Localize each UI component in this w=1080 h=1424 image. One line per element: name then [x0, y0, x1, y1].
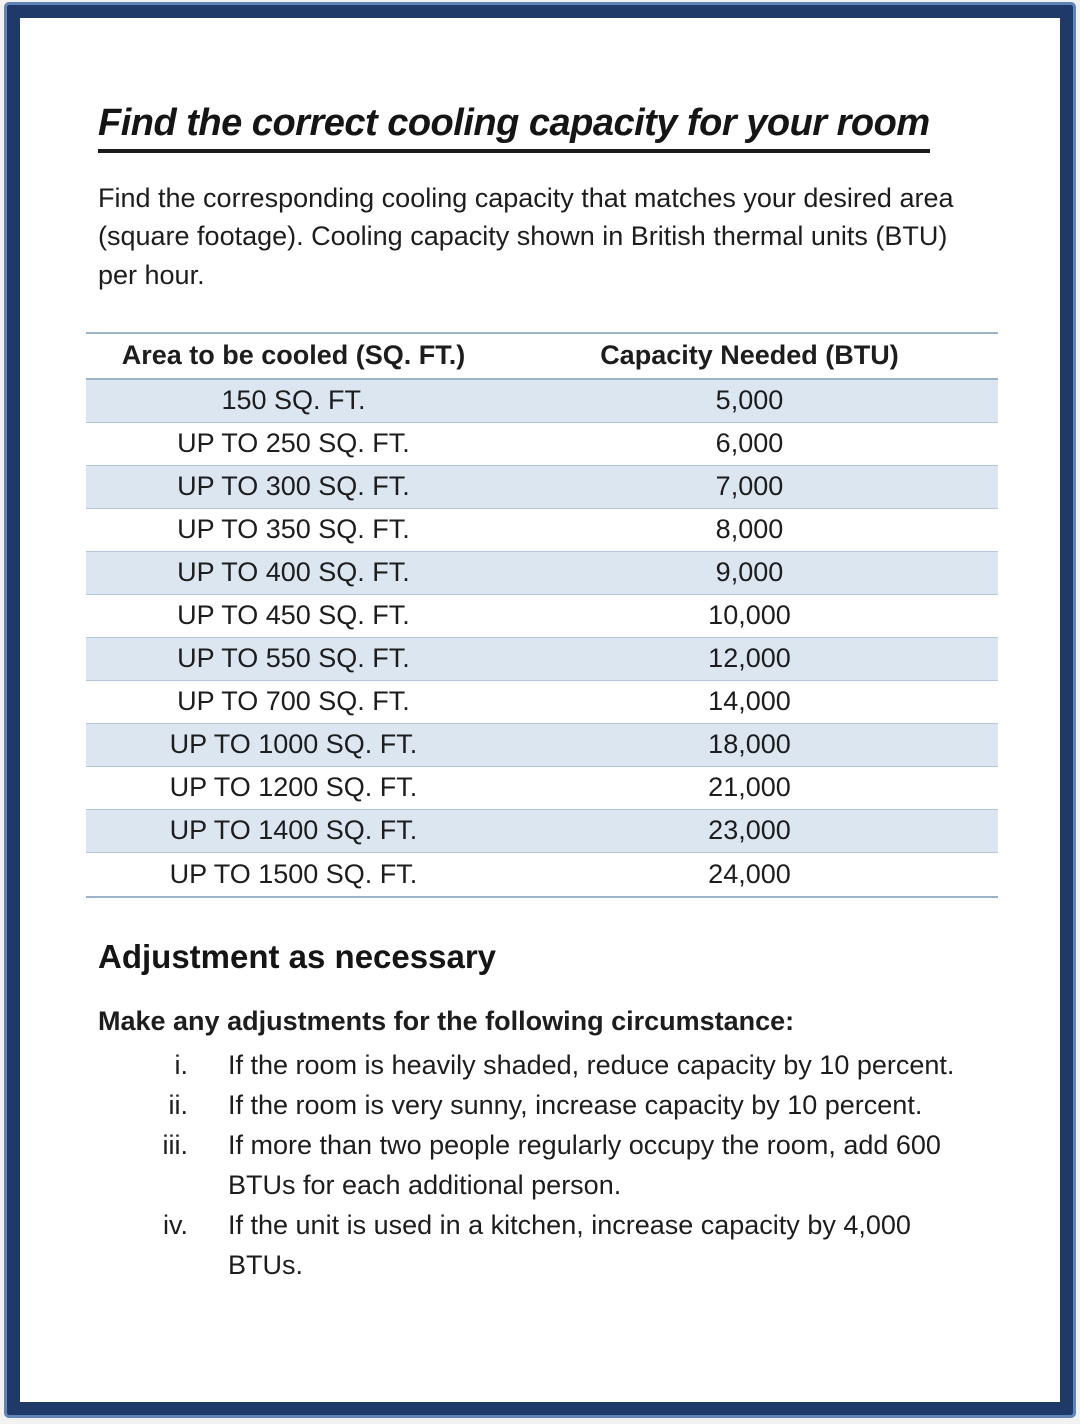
list-item-text: If the room is very sunny, increase capacity by 10 percent. [228, 1089, 923, 1120]
table-row [86, 638, 998, 681]
table-row [86, 767, 998, 810]
list-item [78, 1085, 1000, 1125]
list-item-text: If more than two people regularly occupy the room, add 600 BTUs for each additional person. [228, 1129, 941, 1200]
list-item-numeral: iii. [162, 1129, 188, 1160]
list-item [78, 1125, 1000, 1205]
table-row [86, 552, 998, 595]
cell-area: UP TO 300 SQ. FT. [177, 471, 410, 502]
cell-btu: 7,000 [715, 471, 784, 502]
table-row [86, 724, 998, 767]
cell-btu: 10,000 [708, 600, 791, 631]
column-header-btu: Capacity Needed (BTU) [600, 340, 899, 371]
list-item-text: If the room is heavily shaded, reduce capacity by 10 percent. [228, 1049, 955, 1080]
intro-paragraph: Find the corresponding cooling capacity that matches your desired area (square footage). Cooling capacity shown in British thermal units (BTU) per hour. [98, 183, 954, 290]
list-item-numeral: ii. [168, 1089, 188, 1120]
cell-area: UP TO 350 SQ. FT. [177, 514, 410, 545]
cell-area: 150 SQ. FT. [221, 385, 366, 416]
list-item-numeral: iv. [163, 1209, 188, 1240]
cell-area: UP TO 1400 SQ. FT. [169, 815, 418, 846]
cell-btu: 18,000 [708, 729, 791, 760]
table-row [86, 681, 998, 724]
adjustments-heading: Adjustment as necessary [98, 937, 497, 975]
list-item-numeral: i. [174, 1049, 188, 1080]
cell-btu: 8,000 [715, 514, 784, 545]
page-title: Find the correct cooling capacity for your room [98, 102, 930, 153]
document-border-frame [7, 5, 1073, 1415]
list-item-text: If the unit is used in a kitchen, increase capacity by 4,000 BTUs. [228, 1209, 911, 1280]
cell-btu: 14,000 [708, 686, 791, 717]
document-page [20, 18, 1060, 1402]
cell-area: UP TO 400 SQ. FT. [177, 557, 410, 588]
list-item [78, 1205, 1000, 1285]
table-row [86, 595, 998, 638]
cell-area: UP TO 1500 SQ. FT. [169, 858, 418, 889]
cell-btu: 9,000 [715, 557, 784, 588]
table-row [86, 810, 998, 853]
cooling-capacity-table [86, 332, 998, 898]
cell-btu: 6,000 [715, 428, 784, 459]
cell-area: UP TO 700 SQ. FT. [177, 686, 410, 717]
cell-area: UP TO 1200 SQ. FT. [169, 772, 418, 803]
cell-area: UP TO 450 SQ. FT. [177, 600, 410, 631]
cell-area: UP TO 1000 SQ. FT. [169, 729, 418, 760]
cell-btu: 21,000 [708, 772, 791, 803]
cell-btu: 12,000 [708, 643, 791, 674]
cell-btu: 23,000 [708, 815, 791, 846]
table-row [86, 853, 998, 896]
cell-btu: 24,000 [708, 858, 791, 889]
table-header-row [86, 334, 998, 380]
table-row [86, 466, 998, 509]
cell-btu: 5,000 [715, 385, 784, 416]
table-row [86, 509, 998, 552]
adjustments-list [78, 1045, 1000, 1285]
column-header-area: Area to be cooled (SQ. FT.) [121, 340, 466, 371]
cell-area: UP TO 550 SQ. FT. [177, 643, 410, 674]
cell-area: UP TO 250 SQ. FT. [177, 428, 410, 459]
adjustments-subheading: Make any adjustments for the following circumstance: [98, 1005, 795, 1036]
list-item [78, 1045, 1000, 1085]
table-row [86, 423, 998, 466]
table-row [86, 380, 998, 423]
